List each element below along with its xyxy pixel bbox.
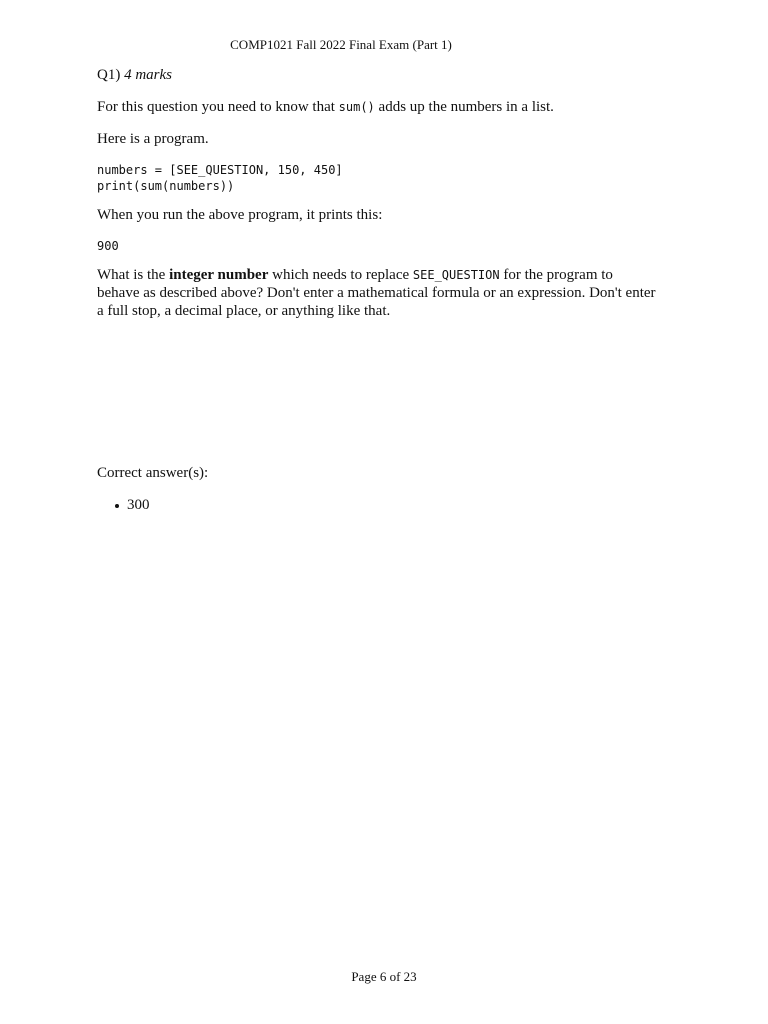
question-marks: 4 marks	[124, 67, 172, 83]
question-title	[97, 66, 657, 84]
code-line: print(sum(numbers))	[97, 179, 235, 193]
question-prompt	[97, 266, 657, 320]
question-intro	[97, 98, 657, 116]
correct-answers-list	[97, 496, 657, 514]
intro-text-after: adds up the numbers in a list.	[374, 99, 554, 115]
program-output: 900	[97, 239, 119, 253]
list-item: 300	[127, 496, 657, 514]
page-header: COMP1021 Fall 2022 Final Exam (Part 1)	[230, 37, 452, 52]
prompt-text-after: for the program to behave as described above? Don't enter a mathematical formula or an expression. Don't enter a full stop, a decimal place, or anything like that.	[97, 267, 656, 319]
prompt-text-before: What is the	[97, 267, 170, 283]
page-footer: Page 6 of 23	[351, 969, 417, 984]
prompt-text-middle: which needs to replace	[268, 267, 413, 283]
prompt-code: SEE_QUESTION	[412, 268, 500, 282]
question-content	[97, 66, 657, 514]
program-label: Here is a program.	[97, 131, 209, 147]
question-number: Q1)	[97, 67, 121, 83]
correct-answers-label: Correct answer(s):	[97, 465, 209, 481]
answer-space	[97, 334, 657, 464]
program-code	[97, 162, 657, 194]
prompt-bold: integer number	[169, 267, 269, 283]
intro-text-before: For this question you need to know that	[97, 99, 339, 115]
code-line: numbers = [SEE_QUESTION, 150, 450]	[97, 163, 343, 177]
intro-code: sum()	[338, 100, 375, 114]
output-label: When you run the above program, it prints this:	[97, 207, 383, 223]
